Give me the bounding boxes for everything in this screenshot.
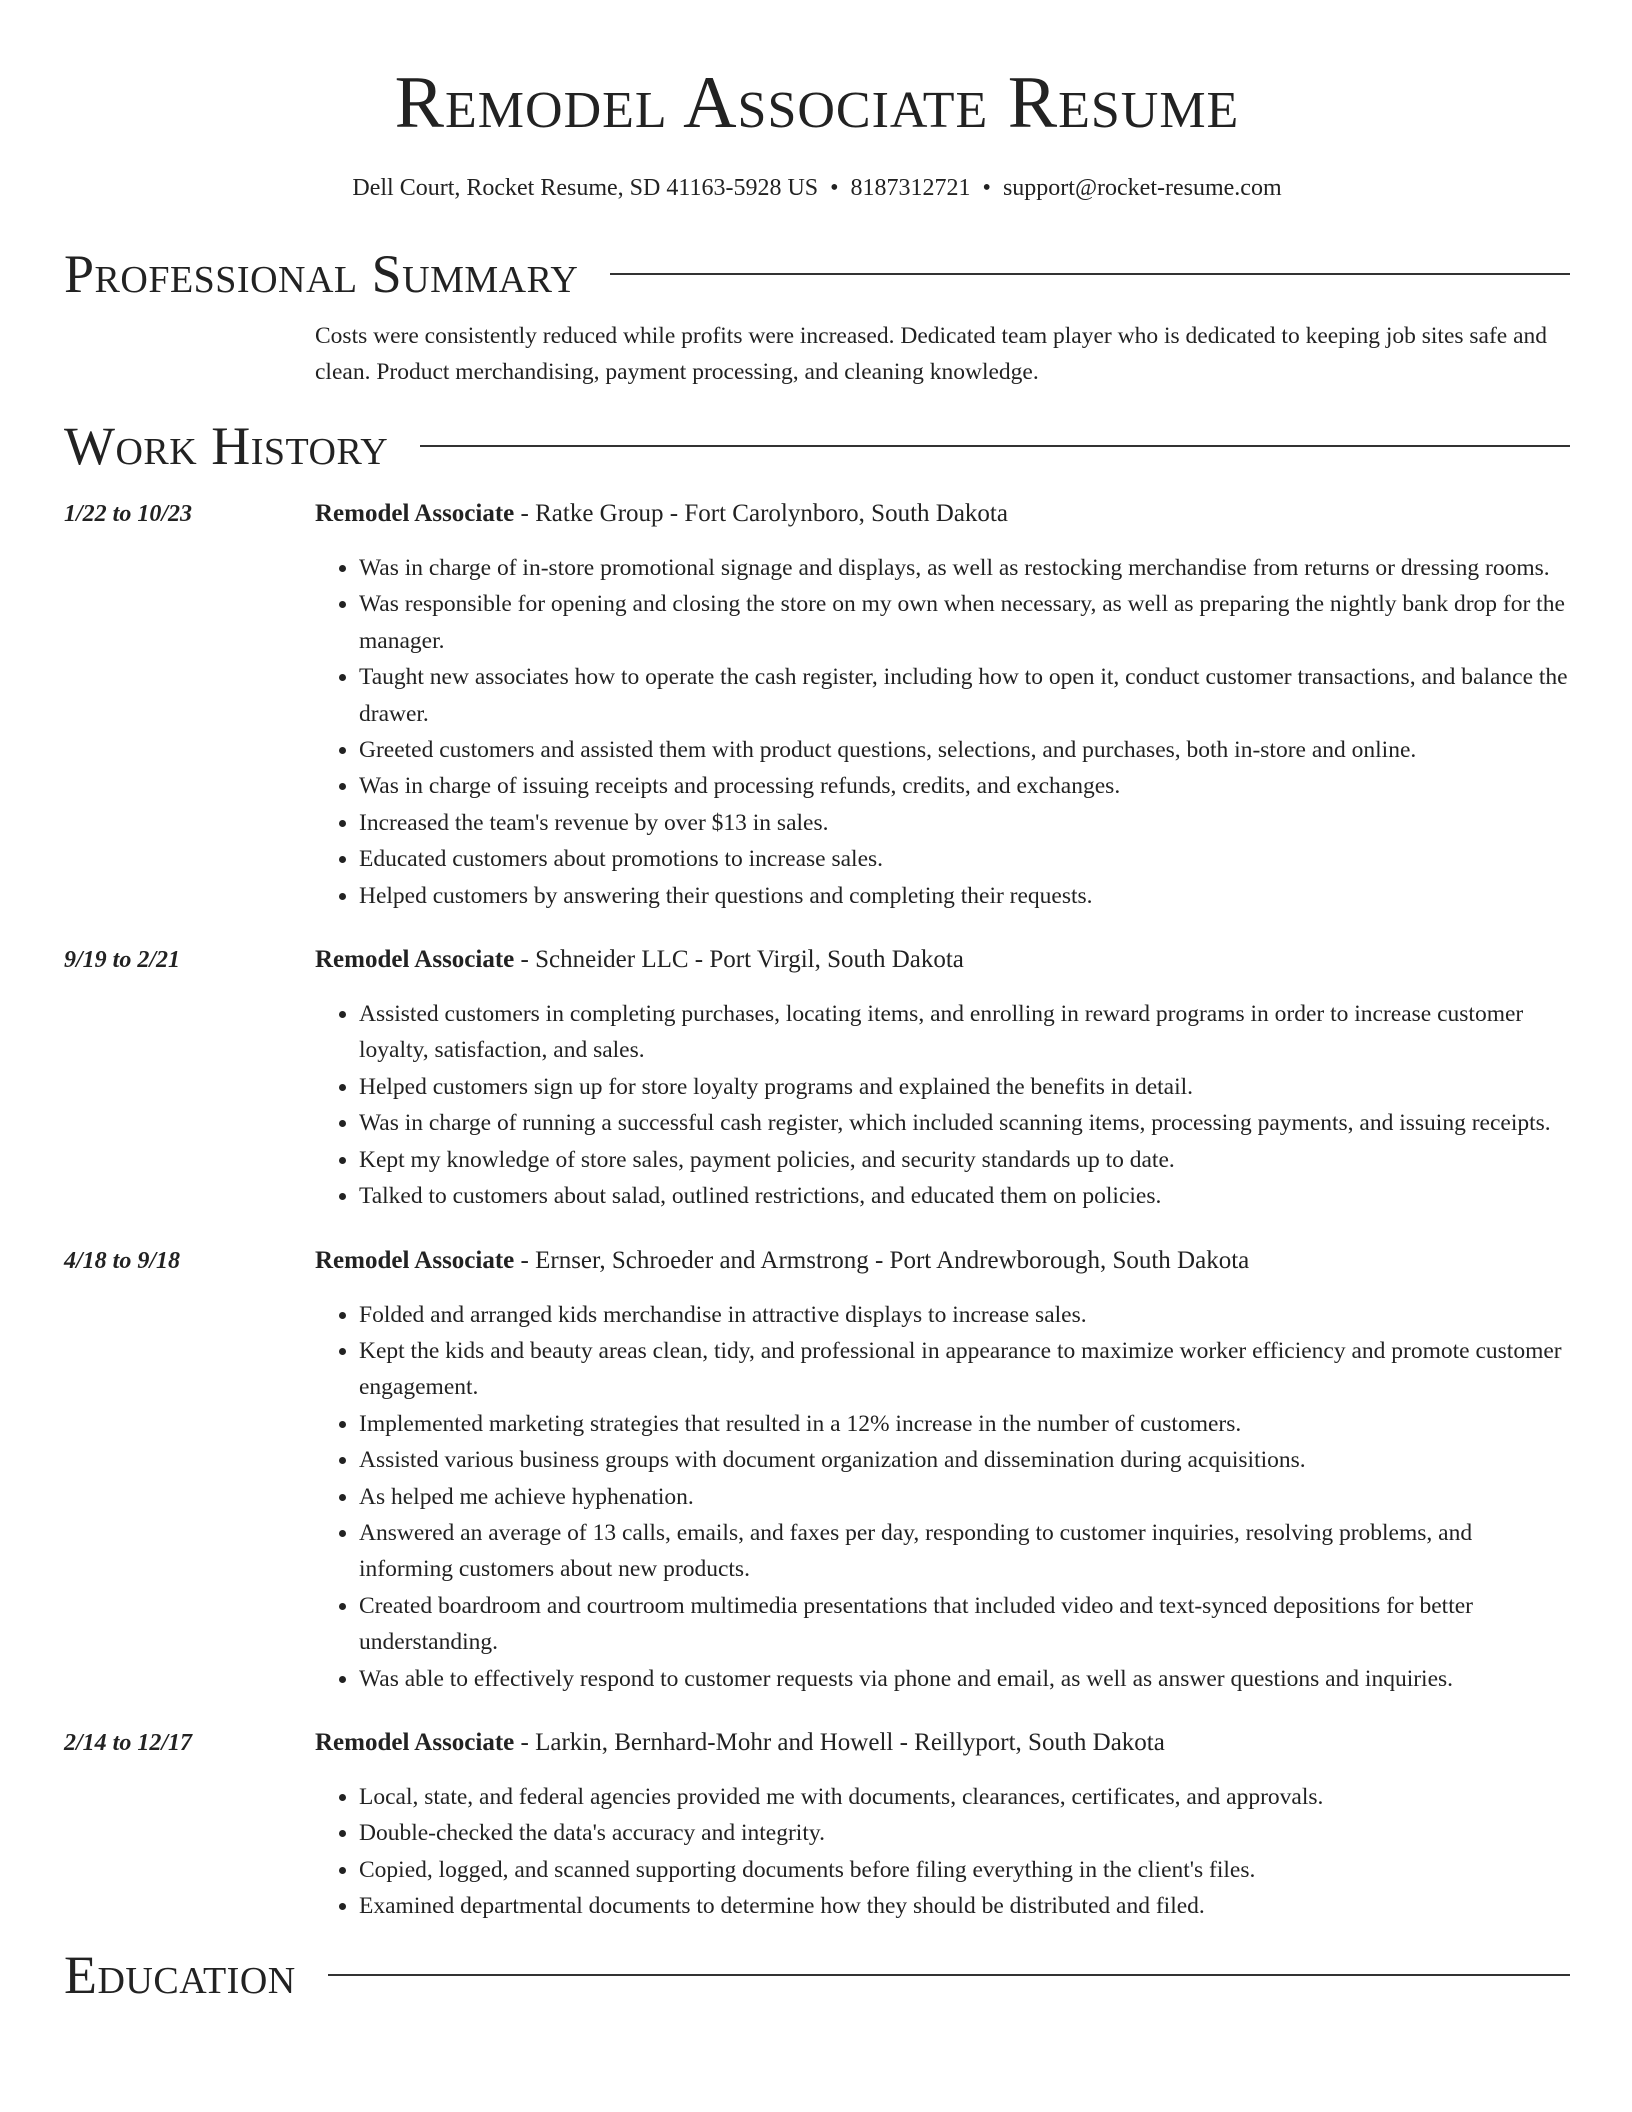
job-bullet: • Copied, logged, and scanned supporting documents before filing everything in the client's files.: [359, 1852, 1570, 1888]
job-bullet: • Greeted customers and assisted them with product questions, selections, and purchases, both in-store and online.: [359, 732, 1570, 768]
resume-page: [64, 0, 1570, 2005]
job-body: [315, 498, 1570, 914]
job-dates: 4/18 to 9/18: [64, 1247, 181, 1274]
job-body: [315, 944, 1570, 1214]
job-role: Remodel Associate: [315, 1246, 515, 1274]
job-bullet: • Answered an average of 13 calls, emails, and faxes per day, responding to customer inquiries, resolving problems, and informing customers about new products.: [359, 1515, 1570, 1588]
job-title-line: [315, 498, 1570, 530]
contact-address: Dell Court, Rocket Resume, SD 41163-5928 US: [352, 175, 819, 201]
section-divider: [610, 273, 1570, 275]
job-bullet: • Examined departmental documents to determine how they should be distributed and filed.: [359, 1888, 1570, 1924]
job-bullet: • Was able to effectively respond to customer requests via phone and email, as well as answer questions and inquiries.: [359, 1661, 1570, 1697]
summary-heading: Professional Summary: [64, 244, 579, 304]
job-role: Remodel Associate: [315, 1728, 515, 1756]
work-section-header: [64, 416, 1570, 476]
contact-email: support@rocket-resume.com: [1002, 175, 1282, 201]
job-title-line: [315, 944, 1570, 976]
job-role: Remodel Associate: [315, 500, 515, 527]
job-dates: 1/22 to 10/23: [64, 501, 193, 527]
job-bullet: • Taught new associates how to operate the cash register, including how to open it, conduct customer transactions, and balance the drawer.: [359, 659, 1570, 732]
job-title-line: [315, 1727, 1570, 1759]
contact-phone: 8187312721: [850, 175, 971, 201]
job-details: - Larkin, Bernhard-Mohr and Howell - Reillyport, South Dakota: [514, 1728, 1165, 1756]
job-bullet: • Increased the team's revenue by over $13 in sales.: [359, 805, 1570, 841]
job-body: [315, 1727, 1570, 1925]
job-details: - Schneider LLC - Port Virgil, South Dakota: [514, 946, 964, 974]
job-title-line: [315, 1245, 1570, 1277]
job-bullet: • Kept my knowledge of store sales, payment policies, and security standards up to date.: [359, 1142, 1570, 1178]
job-bullet: • Helped customers by answering their questions and completing their requests.: [359, 878, 1570, 914]
job-dates: 2/14 to 12/17: [64, 1729, 193, 1756]
job-entry: [64, 944, 1570, 1214]
job-role: Remodel Associate: [315, 946, 515, 974]
section-divider: [328, 1974, 1570, 1976]
job-bullets: [315, 1779, 1570, 1925]
job-bullet: • Talked to customers about salad, outlined restrictions, and educated them on policies.: [359, 1178, 1570, 1214]
contact-line: [64, 176, 1570, 200]
education-section-header: [64, 1945, 1570, 2005]
resume-title: Remodel Associate Resume: [394, 62, 1240, 144]
job-bullet: • Assisted various business groups with document organization and dissemination during acquisitions.: [359, 1442, 1570, 1478]
work-heading: Work History: [64, 416, 389, 476]
job-bullet: • Implemented marketing strategies that resulted in a 12% increase in the number of customers.: [359, 1406, 1570, 1442]
job-bullets: [315, 1297, 1570, 1697]
summary-text: Costs were consistently reduced while profits were increased. Dedicated team player who is dedicated to keeping job sites safe and clean. Product merchandising, payment processing, and cleaning knowledge.: [315, 323, 1548, 385]
contact-separator: •: [830, 175, 839, 201]
job-bullet: • Folded and arranged kids merchandise in attractive displays to increase sales.: [359, 1297, 1570, 1333]
job-dates: 9/19 to 2/21: [64, 947, 181, 974]
job-bullet: • Was in charge of running a successful cash register, which included scanning items, processing payments, and issuing receipts.: [359, 1105, 1570, 1141]
job-details: - Ratke Group - Fort Carolynboro, South Dakota: [514, 500, 1008, 527]
contact-separator: •: [982, 175, 991, 201]
job-bullet: • Double-checked the data's accuracy and integrity.: [359, 1815, 1570, 1851]
job-bullet: • Educated customers about promotions to increase sales.: [359, 841, 1570, 877]
job-entry: [64, 1727, 1570, 1925]
job-bullet: • As helped me achieve hyphenation.: [359, 1479, 1570, 1515]
job-bullets: [315, 996, 1570, 1214]
job-entry: [64, 498, 1570, 914]
job-bullet: • Was responsible for opening and closing the store on my own when necessary, as well as preparing the nightly bank drop for the manager.: [359, 586, 1570, 659]
job-bullet: • Local, state, and federal agencies provided me with documents, clearances, certificates, and approvals.: [359, 1779, 1570, 1815]
job-bullet: • Was in charge of in-store promotional signage and displays, as well as restocking merchandise from returns or dressing rooms.: [359, 550, 1570, 586]
job-bullets: [315, 550, 1570, 914]
education-heading: Education: [64, 1944, 296, 2005]
work-history-list: [64, 498, 1570, 1925]
job-bullet: • Created boardroom and courtroom multimedia presentations that included video and text-synced depositions for better understanding.: [359, 1588, 1570, 1661]
summary-section-header: [64, 244, 1570, 304]
job-entry: [64, 1245, 1570, 1697]
job-details: - Ernser, Schroeder and Armstrong - Port Andrewborough, South Dakota: [514, 1246, 1250, 1274]
job-bullet: • Helped customers sign up for store loyalty programs and explained the benefits in detail.: [359, 1069, 1570, 1105]
section-divider: [420, 445, 1570, 447]
job-body: [315, 1245, 1570, 1697]
job-bullet: • Kept the kids and beauty areas clean, tidy, and professional in appearance to maximize worker efficiency and promote customer engagement.: [359, 1333, 1570, 1406]
job-bullet: • Was in charge of issuing receipts and processing refunds, credits, and exchanges.: [359, 768, 1570, 804]
job-bullet: • Assisted customers in completing purchases, locating items, and enrolling in reward programs in order to increase customer loyalty, satisfaction, and sales.: [359, 996, 1570, 1069]
